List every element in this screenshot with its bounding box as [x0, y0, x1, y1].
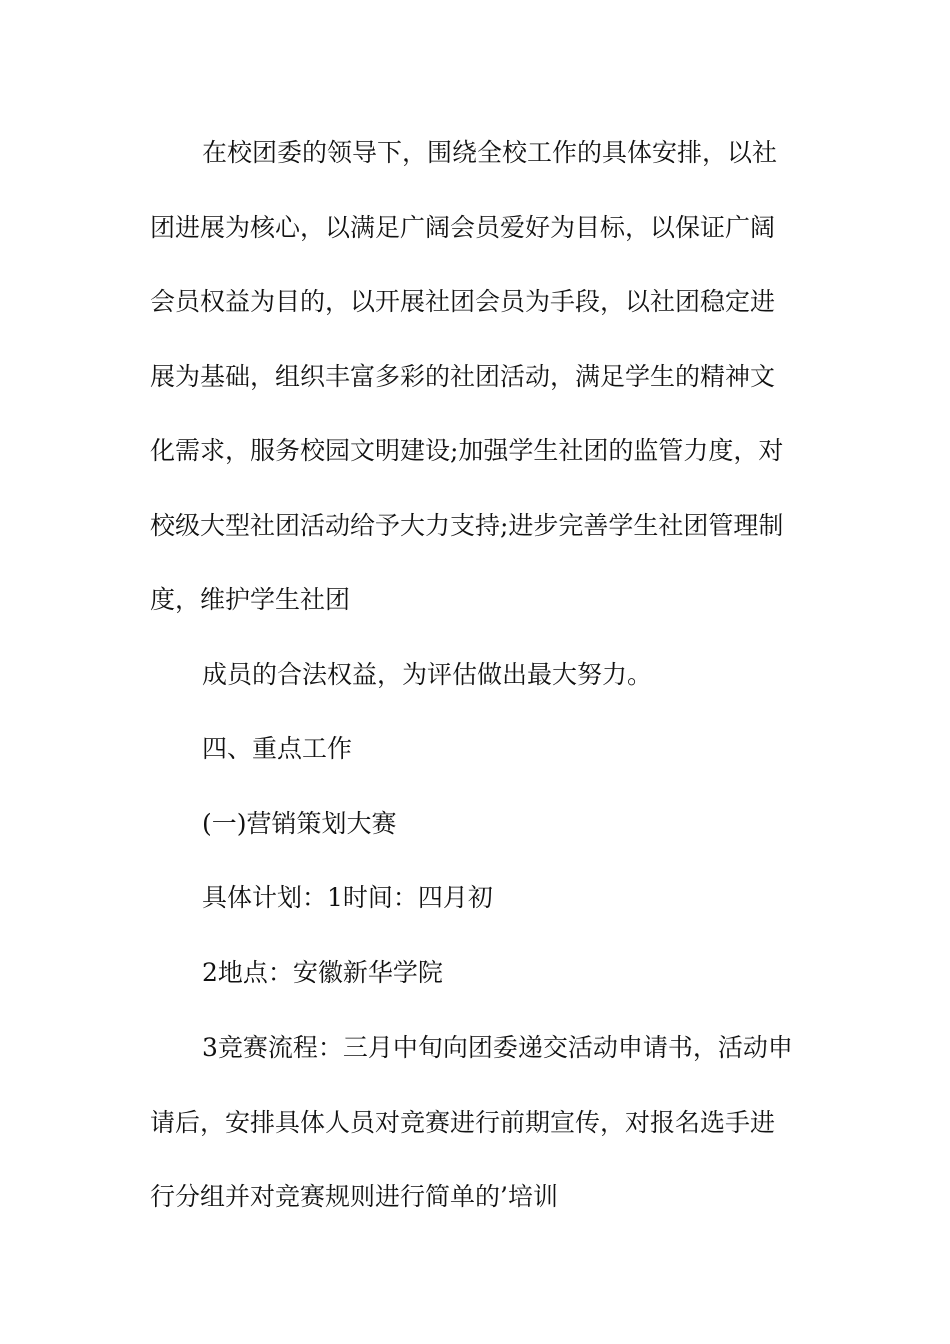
paragraph-plan-process	[150, 1011, 820, 1235]
text-line: 在校团委的领导下，围绕全校工作的具体安排，以社	[202, 138, 778, 167]
text-line: 校级大型社团活动给予大力支持;进步完善学生社团管理制	[150, 510, 784, 540]
subsection-heading	[150, 787, 820, 862]
text-line: 具体计划：1时间：四月初	[202, 883, 493, 912]
paragraph-goals	[150, 116, 820, 638]
text-line: 行分组并对竞赛规则进行简单的’培训	[150, 1182, 558, 1211]
text-line: 化需求，服务校园文明建设;加强学生社团的监管力度，对	[150, 436, 784, 465]
text-line: 3竞赛流程：三月中旬向团委递交活动申请书，活动申	[202, 1033, 793, 1062]
paragraph-plan-time	[150, 861, 820, 936]
heading-line: 四、重点工作	[202, 734, 353, 763]
paragraph-plan-location	[150, 936, 820, 1011]
text-line: 度，维护学生社团	[150, 585, 351, 614]
text-line: 请后，安排具体人员对竞赛进行前期宣传，对报名选手进	[150, 1107, 776, 1137]
paragraph-rights	[150, 638, 820, 713]
text-line: 成员的合法权益，为评估做出最大努力。	[202, 660, 653, 689]
heading-line: (一)营销策划大赛	[202, 809, 397, 838]
text-line: 会员权益为目的，以开展社团会员为手段，以社团稳定进	[150, 287, 776, 316]
section-heading	[150, 712, 820, 787]
text-line: 2地点：安徽新华学院	[202, 958, 443, 987]
text-line: 展为基础，组织丰富多彩的社团活动，满足学生的精神文	[150, 361, 776, 391]
text-line: 团进展为核心，以满足广阔会员爱好为目标，以保证广阔	[150, 212, 776, 242]
